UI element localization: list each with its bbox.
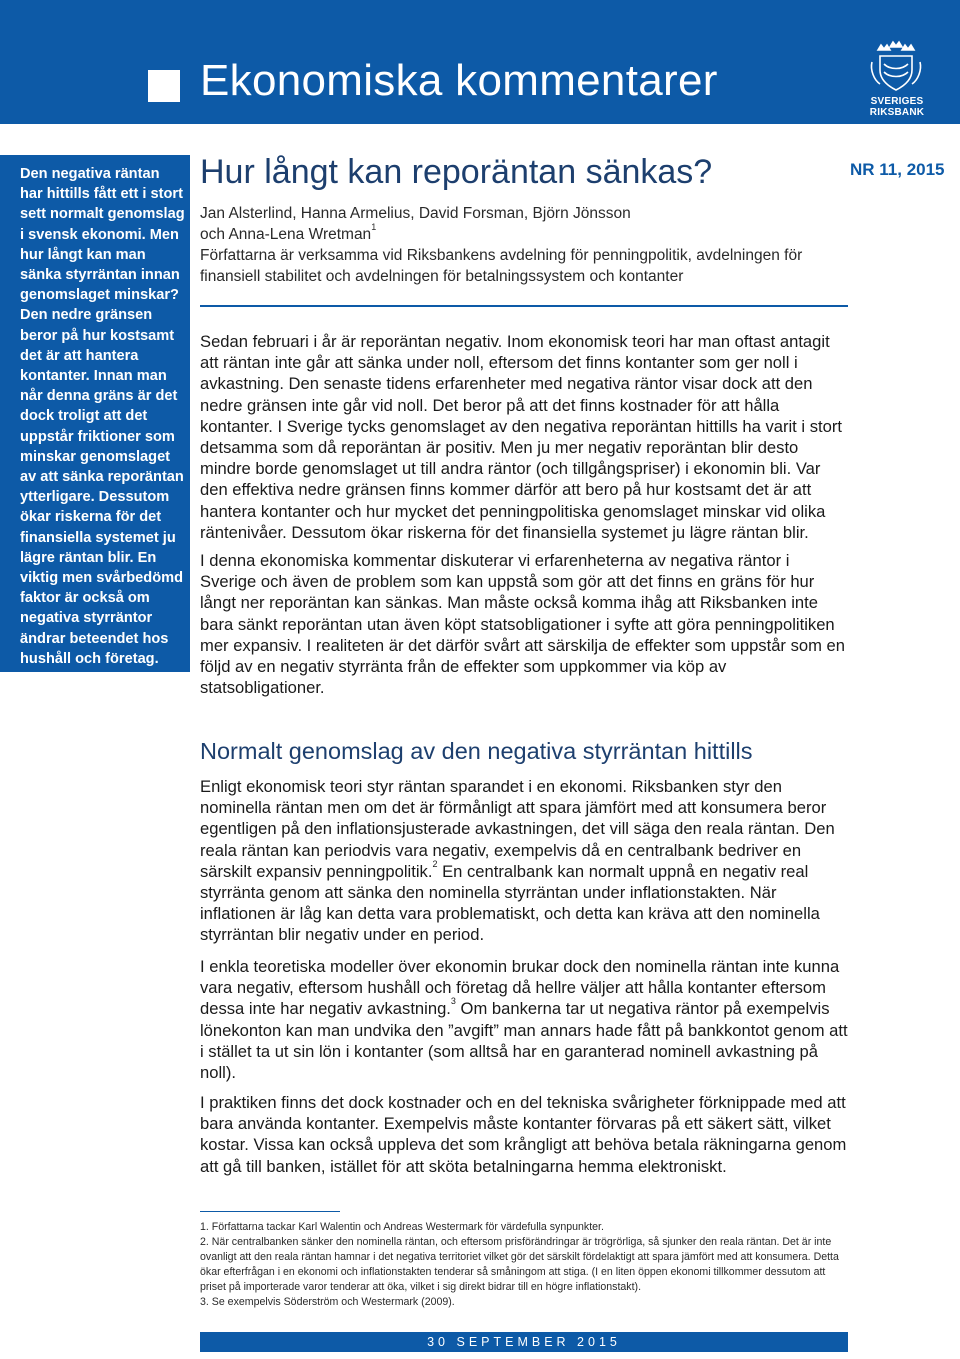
- riksbank-logo-text: [858, 96, 936, 118]
- header-banner: [0, 0, 960, 124]
- section-paragraph-3: I praktiken finns det dock kostnader och en del tekniska svårigheter förknippade med att bara använda kontanter. Exempelvis måste kontanter förvaras på ett säkert sätt, vilket kostar. Vissa kan också uppleva det som krångligt att behöva betala räkningarna genom att gå till banken, istället för att sköta betalningarna hemma elektroniskt.: [200, 1093, 847, 1176]
- section-paragraph-2: [200, 956, 850, 1083]
- footnote-divider: [200, 1211, 340, 1212]
- section-paragraph-1-text-a: Enligt ekonomisk teori styr räntan sparandet i en ekonomi. Riksbanken styr den nominella räntan men om det är förmånligt att spara jämfört med att konsumera beror egentligen på den inflationsjusterade avkastningen, det vill säga den reala räntan. Den reala räntan kan periodvis vara negativ, exempelvis då en centralbank bedriver en särskilt expansiv penningpolitik.: [200, 777, 835, 881]
- issue-number: NR 11, 2015: [850, 160, 945, 179]
- section-paragraph-2-text-b: Om bankerna tar ut negativa räntor på exempelvis lönekonton kan man undvika den ”avgift” man annars hade fått på bankkontot genom att i stället ta ut sin lön i kontanter (som alltså har en garanterad nominell avkastning på noll).: [200, 999, 848, 1083]
- title-divider: [200, 305, 848, 307]
- intro-paragraph-1: Sedan februari i år är reporäntan negativ. Inom ekonomisk teori har man oftast antagit att räntan inte går att sänka under noll, eftersom det finns kontanter som ger noll i avkastning. Den senaste tidens erfarenheter med negativa räntor visar dock att den nedre gränsen inte går vid noll. Det beror på att det finns kostnader för att hålla kontanter. I Sverige tycks genomslaget av den negativa reporäntan hittills ha varit i stort detsamma som då reporäntan är positiv. Men ju mer negativ reporäntan blir desto mindre borde genomslaget ut till andra räntor (och tillgångspriser) i ekonomin bli. Var den effektiva nedre gränsen finns kommer därför att bero på hur kostsamt det är att hantera kontanter och hur mycket det penningpolitiska genomslaget minskar vid olika räntenivåer. Dessutom ökar riskerna för det finansiella systemet ju lägre räntan blir.: [200, 332, 842, 542]
- footnote-ref-3: 3: [450, 996, 456, 1007]
- footnote-ref-2: 2: [432, 858, 438, 869]
- intro-paragraph-2: I denna ekonomiska kommentar diskuterar vi erfarenheterna av negativa räntor i Sverige och även de problem som kan uppstå som gör att det finns en gräns för hur långt ner reporäntan kan sänkas. Man måste också komma ihåg att Riksbanken inte bara sänkt reporäntan utan även köpt statsobligationer i syfte att göra penningpolitiken mer expansiv. I realiteten är det därför svårt att särskilja de effekter som uppstår som en följd av en negativ styrränta från de effekter som uppkommer via köp av statsobligationer.: [200, 551, 845, 698]
- section-paragraph-2-text-a: I enkla teoretiska modeller över ekonomin brukar dock den nominella räntan inte kunna vara negativ, eftersom hushåll och företag då hellre väljer att hålla kontanter eftersom dessa inte har negativ avkastning.: [200, 957, 840, 1019]
- summary-text: Den negativa räntan har hittills fått ett i stort sett normalt genomslag i svensk ekonomi. Men hur långt kan man sänka styrräntan innan genomslaget minskar? Den nedre gränsen beror på hur kostsamt det är att hantera kontanter. Innan man når denna gräns är det dock troligt att det uppstår friktioner som minskar genomslaget av att sänka reporäntan ytterligare. Dessutom ökar riskerna för det finansiella systemet ju lägre räntan blir. En viktig men svårbedömd faktor är också om negativa styrräntor ändrar beteendet hos hushåll och företag.: [20, 166, 185, 667]
- footnote-2: 2. När centralbanken sänker den nominella räntan, och eftersom prisförändringar är trögrörliga, så sjunker den reala räntan. Det är inte ovanligt att den reala räntan hamnar i det negativa territoriet vilket gör det särskilt fördelaktigt att spara jämfört med att konsumera. Detta ökar efterfrågan i en ekonomi och inflationstakten tenderar så småningom att stiga. (I en liten öppen ekonomi tillkommer dessutom att priset på importerade varor tenderar att öka, vilket i sig direkt bidrar till en högre inflationstakt).: [200, 1236, 839, 1293]
- section-heading: Normalt genomslag av den negativa styrräntan hittills: [200, 738, 753, 764]
- article-title: Hur långt kan reporäntan sänkas?: [200, 153, 713, 191]
- footnotes: [200, 1220, 850, 1310]
- author-affiliation: Författarna är verksamma vid Riksbankens avdelning för penningpolitik, avdelningen för finansiell stabilitet och avdelningen för betalningssystem och kontanter: [200, 247, 803, 285]
- authors-text: Jan Alsterlind, Hanna Armelius, David Forsman, Björn Jönsson och Anna-Lena Wretman: [200, 205, 631, 243]
- riksbank-crest-icon: [866, 40, 926, 100]
- summary-sidebar: [0, 155, 190, 672]
- logo-line-sveriges: SVERIGES: [870, 96, 924, 107]
- logo-line-riksbank: RIKSBANK: [869, 107, 925, 118]
- footer-date-bar: 30 SEPTEMBER 2015: [200, 1332, 848, 1352]
- series-title: Ekonomiska kommentarer: [200, 56, 718, 105]
- footnote-ref-1: 1: [371, 222, 377, 232]
- title-square-icon: [148, 70, 180, 102]
- footnote-3: 3. Se exempelvis Söderström och Westermark (2009).: [200, 1296, 455, 1308]
- section-paragraph-1: [200, 776, 850, 946]
- section-paragraph-1-text-b: En centralbank kan normalt uppnå en negativ real styrränta genom att sänka den nominella styrräntan under inflationstakten. När inflationen är låg kan detta vara problematiskt, och detta kan kräva att den nominella styrräntan blir negativ under en period.: [200, 861, 820, 945]
- author-byline: [200, 203, 640, 245]
- footnote-1: 1. Författarna tackar Karl Walentin och Andreas Westermark för värdefulla synpunkter.: [200, 1221, 604, 1233]
